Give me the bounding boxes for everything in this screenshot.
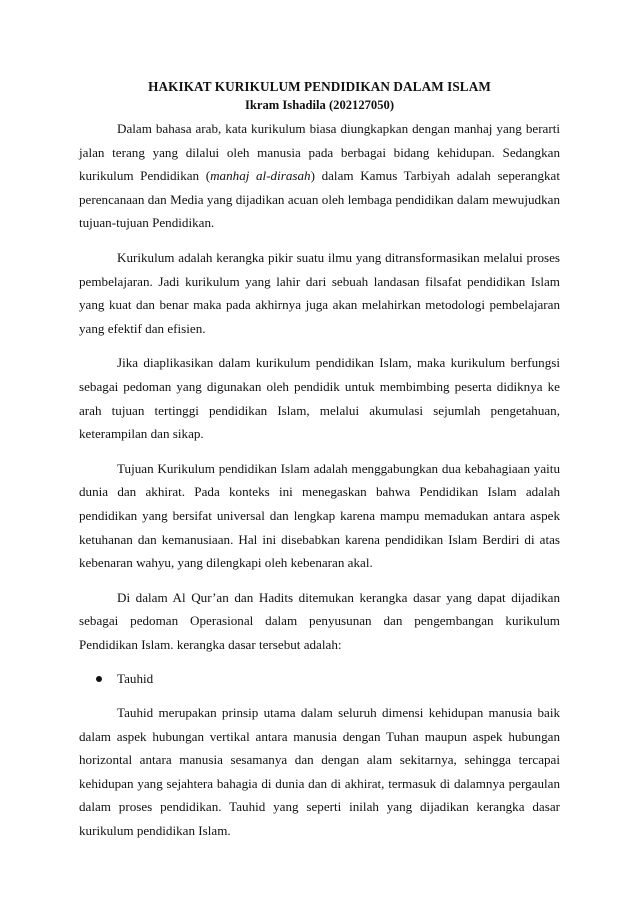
bullet-item-tauhid: [96, 667, 560, 691]
paragraph-3: Jika diaplikasikan dalam kurikulum pendidikan Islam, maka kurikulum berfungsi sebagai pedoman yang digunakan oleh pendidik untuk membimbing peserta didiknya ke arah tujuan tertinggi pendidikan Islam, melalui akumulasi sejumlah pengetahuan, keterampilan dan sikap.: [79, 355, 560, 442]
document-author: Ikram Ishadila (202127050): [244, 98, 395, 112]
paragraph-2: Kurikulum adalah kerangka pikir suatu ilmu yang ditransformasikan melalui proses pembelajaran. Jadi kurikulum yang lahir dari sebuah landasan filsafat pendidikan Islam yang kuat dan benar maka pada akhirnya juga akan melahirkan metodologi pembelajaran yang efektif dan efisien.: [79, 249, 560, 336]
paragraph-4: Tujuan Kurikulum pendidikan Islam adalah menggabungkan dua kebahagiaan yaitu dunia dan akhirat. Pada konteks ini menegaskan bahwa Pendidikan Islam adalah pendidikan yang bersifat universal dan lengkap karena mampu memadukan antara aspek ketuhanan dan kemanusiaan. Hal ini disebabkan karena pendidikan Islam Berdiri di atas kebenaran wahyu, yang dilengkapi oleh kebenaran akal.: [79, 460, 560, 571]
paragraph-5: Di dalam Al Qur’an dan Hadits ditemukan kerangka dasar yang dapat dijadikan sebagai pedoman Operasional dalam penyusunan dan pengembangan kurikulum Pendidikan Islam. kerangka dasar tersebut adalah:: [79, 589, 560, 652]
paragraph-1: [79, 117, 560, 235]
bullet-item-label: Tauhid: [117, 671, 154, 687]
document-body: [79, 78, 560, 854]
paragraph-1-text-a: Dalam bahasa arab, kata kurikulum biasa diungkapkan dengan manhaj yang berarti jalan terang yang dilalui oleh manusia pada berbagai bidang kehidupan. Sedangkan kurikulum Pendidikan (: [79, 121, 560, 184]
paragraph-1-text-b: ) dalam Kamus Tarbiyah adalah seperangkat perencanaan dan Media yang dijadikan acuan oleh lembaga pendidikan dalam mewujudkan tujuan-tujuan Pendidikan.: [79, 168, 560, 231]
bullet-dot-icon: [96, 676, 102, 682]
document-title: HAKIKAT KURIKULUM PENDIDIKAN DALAM ISLAM: [148, 79, 491, 94]
paragraph-6: Tauhid merupakan prinsip utama dalam seluruh dimensi kehidupan manusia baik dalam aspek hubungan vertikal antara manusia dengan Tuhan maupun aspek hubungan horizontal antara manusia sesamanya dan dengan alam sekitarnya, sehingga tercapai kehidupan yang sejahtera bahagia di dunia dan di akhirat, termasuk di dalamnya pergaulan dalam proses pendidikan. Tauhid yang seperti inilah yang dijadikan kerangka dasar kurikulum pendidikan Islam.: [79, 705, 560, 839]
paragraph-1-italic-term: manhaj al-dirasah: [210, 168, 311, 184]
